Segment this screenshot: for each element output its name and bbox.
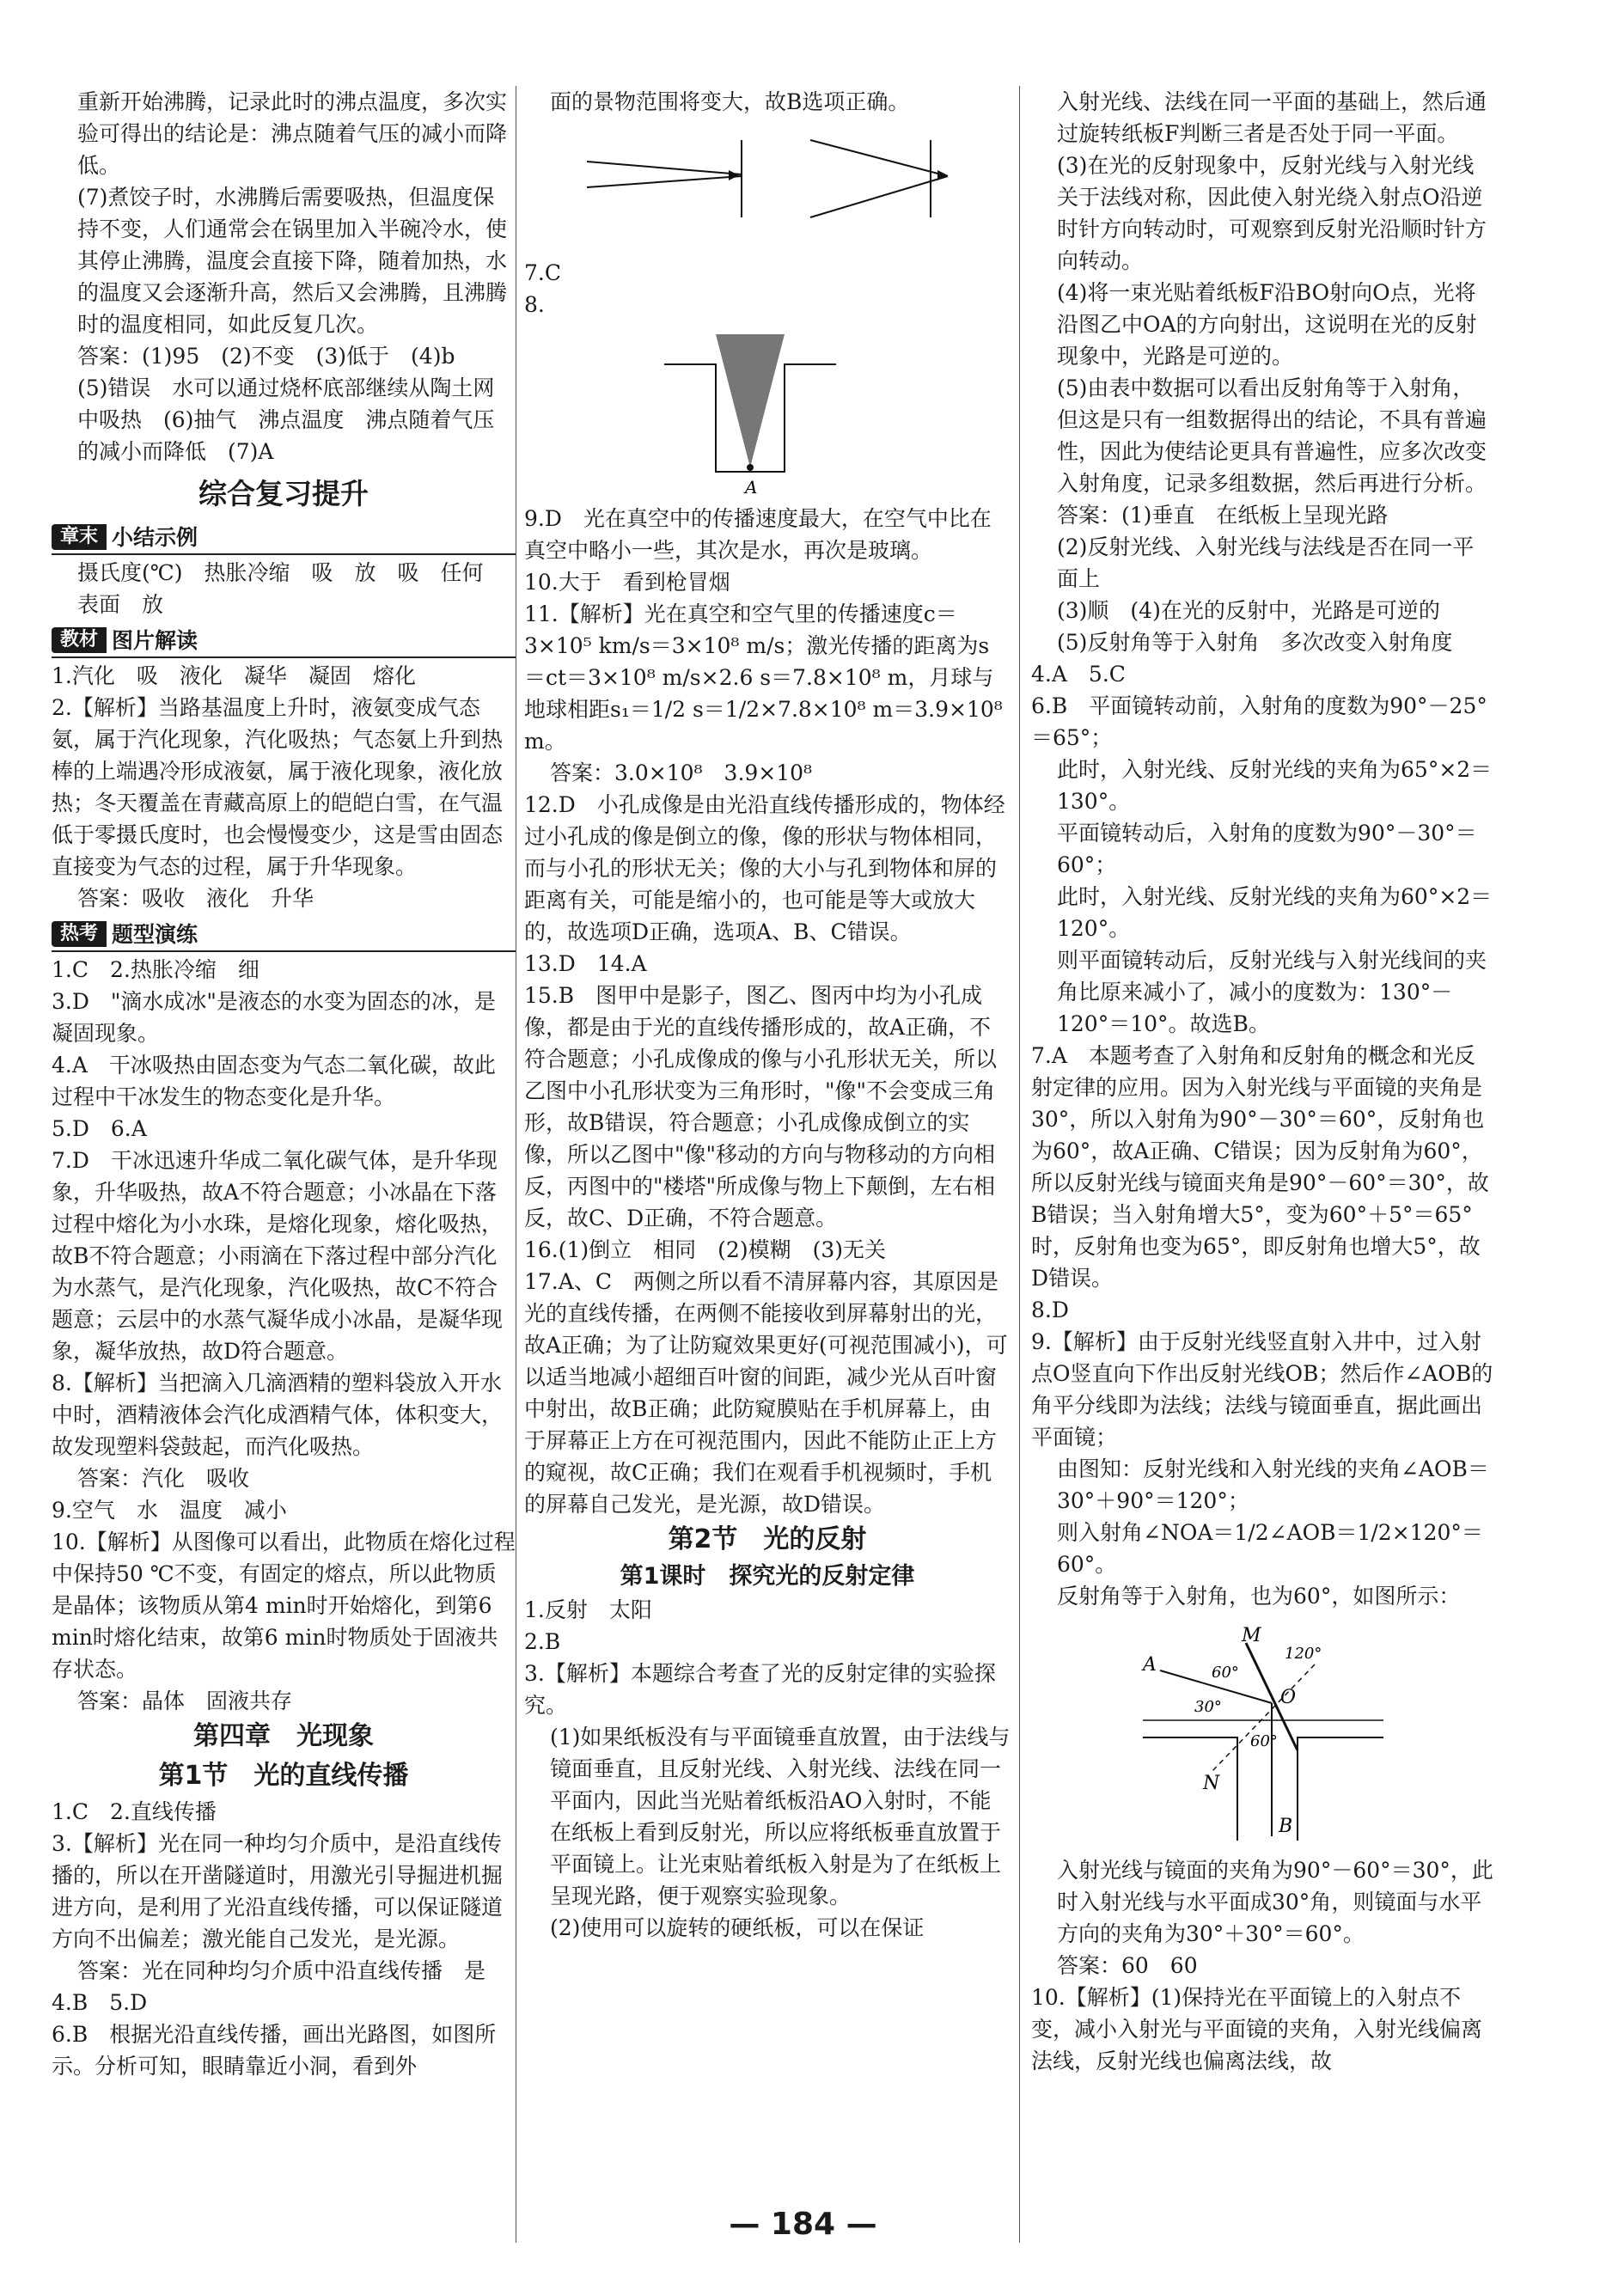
answer-paragraph: 10.【解析】(1)保持光在平面镜上的入射点不变，减小入射光与平面镜的夹角，入射光线偏离法线，反射光线也偏离法线，故 bbox=[1031, 1985, 1483, 2073]
answer-paragraph: 8.D bbox=[1031, 1298, 1069, 1322]
point-n-label: N bbox=[1203, 1773, 1220, 1794]
light-cone bbox=[716, 334, 785, 467]
answer-paragraph: 平面镜转动后，入射角的度数为90°－30°＝60°； bbox=[1057, 821, 1477, 877]
answer-paragraph: 3.【解析】光在同一种均匀介质中，是沿直线传播的，所以在开凿隧道时，用激光引导掘进机掘进方向，是利用了光沿直线传播，可以保证隧道方向不出偏差；激光能自己发光，是光源。 bbox=[52, 1831, 504, 1951]
answer-paragraph: 入射光线、法线在同一平面的基础上，然后通过旋转纸板F判断三者是否处于同一平面。 bbox=[1057, 89, 1487, 146]
answer-paragraph: 答案：(1)垂直 在纸板上呈现光路 bbox=[1057, 503, 1389, 528]
page-number: — 184 — bbox=[729, 2207, 877, 2242]
answer-paragraph: (5)由表中数据可以看出反射角等于入射角，但这是只有一组数据得出的结论，不具有普遍性，因此为使结论更具有普遍性，应多次改变入射角度，记录多组数据，然后再进行分析。 bbox=[1057, 376, 1487, 496]
answer-paragraph: 8. bbox=[524, 292, 545, 317]
section-heading: 第2节 光的反射 bbox=[668, 1524, 867, 1554]
answer-paragraph: 入射光线与镜面的夹角为90°－60°＝30°，此时入射光线与水平面成30°角，则镜面与水平方向的夹角为30°＋30°＝60°。 bbox=[1057, 1858, 1493, 1946]
section-tag bbox=[52, 918, 516, 952]
answer-paragraph: 13.D 14.A bbox=[524, 951, 647, 976]
reflection-figure bbox=[1108, 1617, 1418, 1849]
answer-paragraph: 3.D "滴水成冰"是液态的水变为固态的冰，是凝固现象。 bbox=[52, 989, 496, 1046]
section-tag bbox=[52, 521, 516, 555]
answer-paragraph: 1.汽化 吸 液化 凝华 凝固 熔化 bbox=[52, 663, 416, 688]
answer-paragraph: 2.B bbox=[524, 1629, 561, 1654]
answer-paragraph: 1.C 2.直线传播 bbox=[52, 1799, 217, 1824]
point-b-label: B bbox=[1279, 1816, 1293, 1837]
answer-paragraph: 6.B 平面镜转动前，入射角的度数为90°－25°＝65°； bbox=[1031, 693, 1487, 750]
answer-paragraph: (1)如果纸板没有与平面镜垂直放置，由于法线与镜面垂直，且反射光线、入射光线、法线在同一平面内，因此当光贴着纸板沿AO入射时，不能在纸板上看到反射光，所以应将纸板垂直放置于平面镜上。让光束贴着纸板入射是为了在纸板上呈现光路，便于观察实验现象。 bbox=[550, 1725, 1011, 1908]
answer-paragraph: 则入射角∠NOA＝1/2∠AOB＝1/2×120°＝60°。 bbox=[1057, 1520, 1483, 1577]
section-tag-badge: 热考 bbox=[52, 921, 107, 947]
answer-paragraph: 答案：汽化 吸收 bbox=[77, 1466, 250, 1491]
answer-paragraph: 则平面镜转动后，反射光线与入射光线间的夹角比原来减小了，减小的度数为：130°－120°＝10°。故选B。 bbox=[1057, 948, 1487, 1036]
section-heading: 综合复习提升 bbox=[198, 477, 369, 510]
answer-paragraph: 8.【解析】当把滴入几滴酒精的塑料袋放入开水中时，酒精液体会汽化成酒精气体，体积变大，故发现塑料袋鼓起，而汽化吸热。 bbox=[52, 1371, 504, 1459]
point-o-label: O bbox=[1280, 1687, 1297, 1708]
light-ray bbox=[587, 162, 742, 174]
light-path-figure bbox=[553, 123, 982, 252]
light-ray bbox=[810, 176, 948, 217]
answer-paragraph: 答案：60 60 bbox=[1057, 1953, 1198, 1978]
answer-paragraph: 此时，入射光线、反射光线的夹角为65°×2＝130°。 bbox=[1057, 757, 1493, 814]
well-outline bbox=[1143, 1737, 1383, 1841]
answer-paragraph: 7.D 干冰迅速升华成二氧化碳气体，是升华现象，升华吸热，故A不符合题意；小冰晶在下落过程中熔化为小水珠，是熔化现象，熔化吸热，故B不符合题意；小雨滴在下落过程中部分汽化为水蒸气，是汽化现象，汽化吸热，故C不符合题意；云层中的水蒸气凝华成小冰晶，是凝华现象，凝华放热，故D符合题意。 bbox=[52, 1148, 504, 1364]
column-divider bbox=[1019, 86, 1020, 2243]
answer-paragraph: 7.A 本题考查了入射角和反射角的概念和光反射定律的应用。因为入射光线与平面镜的夹角是30°，所以入射角为90°－30°＝60°，反射角也为60°，故A正确、C错误；因为反射角为60°，所以反射光线与镜面夹角是90°－60°＝30°，故B错误；当入射角增大5°，变为60°＋5°＝65°时，反射角也变为65°，即反射角也增大5°，故D错误。 bbox=[1031, 1043, 1489, 1291]
answer-paragraph: 此时，入射光线、反射光线的夹角为60°×2＝120°。 bbox=[1057, 884, 1493, 941]
answer-paragraph: (5)反射角等于入射角 多次改变入射角度 bbox=[1057, 630, 1453, 655]
answer-paragraph: (5)错误 水可以通过烧杯底部继续从陶土网中吸热 (6)抽气 沸点温度 沸点随着气压的减小而降低 (7)A bbox=[77, 376, 495, 464]
point-m-label: M bbox=[1242, 1625, 1261, 1646]
light-ray bbox=[587, 176, 742, 187]
answer-paragraph: 9.空气 水 温度 减小 bbox=[52, 1498, 287, 1523]
answer-paragraph: 9.D 光在真空中的传播速度最大，在空气中比在真空中略小一些，其次是水，再次是玻璃。 bbox=[524, 506, 992, 563]
answer-paragraph: 摄氏度(℃) 热胀冷缩 吸 放 吸 任何 表面 放 bbox=[77, 560, 505, 617]
eye-icon bbox=[729, 170, 739, 180]
answer-paragraph: 2.【解析】当路基温度上升时，液氨变成气态氨，属于汽化现象，汽化吸热；气态氨上升到热棒的上端遇冷形成液氨，属于液化现象，液化放热；冬天覆盖在青藏高原上的皑皑白雪，在气温低于零摄氏度时，也会慢慢变少，这是雪由固态直接变为气态的过程，属于升华现象。 bbox=[52, 695, 504, 879]
section-tag-label: 题型演练 bbox=[112, 921, 198, 947]
answer-paragraph: (2)使用可以旋转的硬纸板，可以在保证 bbox=[550, 1915, 925, 1940]
section-tag-badge: 章末 bbox=[52, 524, 107, 550]
column-middle bbox=[524, 86, 1011, 1944]
answer-paragraph: 4.A 干冰吸热由固态变为气态二氧化碳，故此过程中干冰发生的物态变化是升华。 bbox=[52, 1053, 496, 1109]
answer-paragraph: 答案：吸收 液化 升华 bbox=[77, 886, 314, 911]
light-ray bbox=[810, 140, 948, 176]
section-tag-label: 小结示例 bbox=[112, 524, 198, 550]
answer-paragraph: 面的景物范围将变大，故B选项正确。 bbox=[550, 89, 910, 114]
answer-paragraph: 答案：光在同种均匀介质中沿直线传播 是 bbox=[77, 1958, 486, 1983]
angle-label: 30° bbox=[1194, 1698, 1222, 1716]
answer-paragraph: 10.【解析】从图像可以看出，此物质在熔化过程中保持50 ℃不变，有固定的熔点，所以此物质是晶体；该物质从第4 min时开始熔化，到第6 min时熔化结束，故第6 min时物质处于固液共存状态。 bbox=[52, 1530, 516, 1682]
answer-paragraph: 11.【解析】光在真空和空气里的传播速度c＝3×10⁵ km/s＝3×10⁸ m/s；激光传播的距离为s＝ct＝3×10⁸ m/s×2.6 s＝7.8×10⁸ m，月球与地球相距s₁＝1/2 s＝1/2×7.8×10⁸ m＝3.9×10⁸ m。 bbox=[524, 601, 1003, 754]
answer-paragraph: 重新开始沸腾，记录此时的沸点温度，多次实验可得出的结论是：沸点随着气压的减小而降低。 bbox=[77, 89, 508, 178]
answer-paragraph: 答案：(1)95 (2)不变 (3)低于 (4)b bbox=[77, 344, 455, 369]
eye-icon bbox=[937, 170, 948, 180]
answer-paragraph: (3)顺 (4)在光的反射中，光路是可逆的 bbox=[1057, 598, 1440, 623]
section-tag bbox=[52, 624, 516, 658]
column-left bbox=[52, 86, 516, 2082]
answer-paragraph: 5.D 6.A bbox=[52, 1116, 147, 1141]
angle-label: 120° bbox=[1285, 1645, 1322, 1663]
answer-paragraph: 答案：晶体 固液共存 bbox=[77, 1688, 293, 1713]
answer-paragraph: 6.B 根据光沿直线传播，画出光路图，如图所示。分析可知，眼睛靠近小洞，看到外 bbox=[52, 2022, 497, 2079]
section-heading: 第1节 光的直线传播 bbox=[158, 1761, 409, 1791]
answer-paragraph: 答案：3.0×10⁸ 3.9×10⁸ bbox=[550, 760, 813, 785]
point-a-label: A bbox=[745, 477, 758, 498]
answer-paragraph: 15.B 图甲中是影子，图乙、图丙中均为小孔成像，都是由于光的直线传播形成的，故A正确，不符合题意；小孔成像成的像与小孔形状无关，所以乙图中小孔形状变为三角形时，"像"不会变成三角形，故B错误，符合题意；小孔成像成倒立的实像，所以乙图中"像"移动的方向与物移动的方向相反，丙图中的"楼塔"所成像与物上下颠倒，左右相反，故C、D正确，不符合题意。 bbox=[524, 983, 998, 1230]
answer-paragraph: 9.【解析】由于反射光线竖直射入井中，过入射点O竖直向下作出反射光线OB；然后作∠AOB的角平分线即为法线；法线与镜面垂直，据此画出平面镜； bbox=[1031, 1329, 1493, 1450]
answer-paragraph: (4)将一束光贴着纸板F沿BO射向O点，光将沿图乙中OA的方向射出，这说明在光的反射现象中，光路是可逆的。 bbox=[1057, 280, 1477, 369]
answer-paragraph: (7)煮饺子时，水沸腾后需要吸热，但温度保持不变，人们通常会在锅里加入半碗冷水，使其停止沸腾，温度会直接下降，随着加热，水的温度又会逐渐升高，然后又会沸腾，且沸腾时的温度相同，如此反复几次。 bbox=[77, 185, 508, 337]
answer-paragraph: 4.A 5.C bbox=[1031, 662, 1126, 687]
answer-paragraph: 12.D 小孔成像是由光沿直线传播形成的，物体经过小孔成的像是倒立的像，像的形状与物体相同，而与小孔的形状无关；像的大小与孔到物体和屏的距离有关，可能是缩小的，也可能是等大或放大的，故选项D正确，选项A、B、C错误。 bbox=[524, 792, 1005, 944]
answer-paragraph: 1.C 2.热胀冷缩 细 bbox=[52, 957, 260, 982]
answer-paragraph: 17.A、C 两侧之所以看不清屏幕内容，其原因是光的直线传播，在两侧不能接收到屏幕射出的光，故A正确；为了让防窥效果更好(可视范围减小)，可以适当地减小超细百叶窗的间距，减少光从百叶窗中射出，故B正确；此防窥膜贴在手机屏幕上，由于屏幕正上方在可视范围内，因此不能防止正上方的窥视，故C正确；我们在观看手机视频时，手机的屏幕自己发光，是光源，故D错误。 bbox=[524, 1269, 1008, 1517]
answer-paragraph: 10.大于 看到枪冒烟 bbox=[524, 570, 730, 595]
answer-paragraph: 反射角等于入射角，也为60°，如图所示： bbox=[1057, 1584, 1461, 1609]
answer-paragraph: (2)反射光线、入射光线与法线是否在同一平面上 bbox=[1057, 534, 1475, 591]
section-heading: 第1课时 探究光的反射定律 bbox=[620, 1563, 915, 1590]
answer-paragraph: 由图知：反射光线和入射光线的夹角∠AOB＝30°＋90°＝120°； bbox=[1057, 1456, 1489, 1513]
answer-paragraph: 7.C bbox=[524, 260, 561, 285]
answer-paragraph: (3)在光的反射现象中，反射光线与入射光线关于法线对称，因此使入射光绕入射点O沿逆时针方向转动时，可观察到反射光沿顺时针方向转动。 bbox=[1057, 153, 1487, 273]
angle-label: 60° bbox=[1212, 1664, 1239, 1682]
section-heading: 第四章 光现象 bbox=[193, 1721, 374, 1751]
section-tag-badge: 教材 bbox=[52, 627, 107, 653]
answer-paragraph: 16.(1)倒立 相同 (2)模糊 (3)无关 bbox=[524, 1237, 886, 1262]
point-a bbox=[747, 464, 754, 471]
answer-paragraph: 3.【解析】本题综合考查了光的反射定律的实验探究。 bbox=[524, 1661, 996, 1718]
section-tag-label: 图片解读 bbox=[112, 627, 198, 653]
point-a-label: A bbox=[1143, 1654, 1157, 1676]
angle-label: 60° bbox=[1250, 1732, 1278, 1750]
answer-paragraph: 1.反射 太阳 bbox=[524, 1597, 652, 1622]
well-figure bbox=[656, 326, 879, 498]
answer-paragraph: 4.B 5.D bbox=[52, 1990, 148, 2015]
column-right bbox=[1031, 86, 1495, 2077]
